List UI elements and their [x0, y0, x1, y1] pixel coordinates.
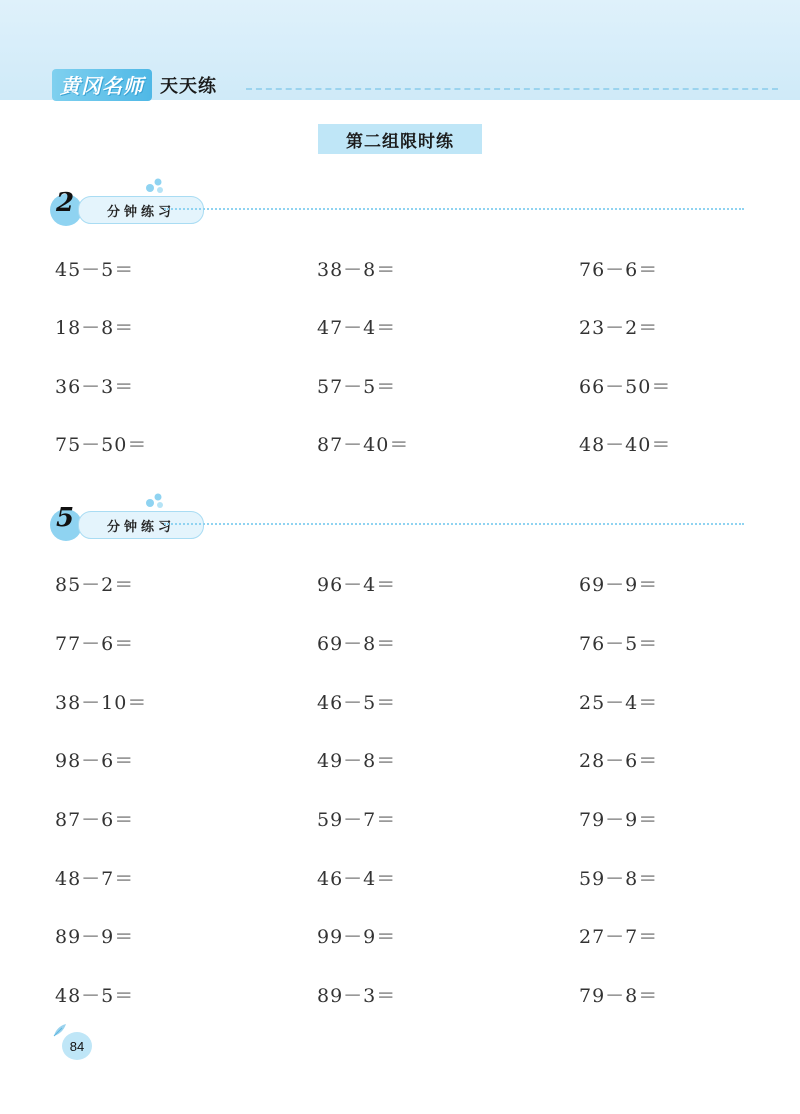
section-dotted-line [164, 523, 744, 525]
problem: 79－8＝ [579, 985, 659, 1007]
problem: 45－5＝ [55, 259, 135, 281]
problem: 49－8＝ [317, 750, 397, 772]
problem: 25－4＝ [579, 692, 659, 714]
problem: 69－8＝ [317, 633, 397, 655]
problem: 79－9＝ [579, 809, 659, 831]
problem: 36－3＝ [55, 376, 135, 398]
problem: 87－6＝ [55, 809, 135, 831]
section-header-5min [50, 503, 750, 543]
problem: 77－6＝ [55, 633, 135, 655]
problem: 27－7＝ [579, 926, 659, 948]
problem: 23－2＝ [579, 317, 659, 339]
problem: 38－10＝ [55, 692, 148, 714]
problem: 46－5＝ [317, 692, 397, 714]
problem: 89－9＝ [55, 926, 135, 948]
problem: 48－5＝ [55, 985, 135, 1007]
section-label: 分钟练习 [78, 511, 204, 539]
water-drops-icon [142, 489, 166, 511]
brand-logo-text: 黄冈名师 [52, 69, 152, 101]
section-label: 分钟练习 [78, 196, 204, 224]
problem: 85－2＝ [55, 574, 135, 596]
problem: 76－5＝ [579, 633, 659, 655]
problem: 66－50＝ [579, 376, 672, 398]
problem: 99－9＝ [317, 926, 397, 948]
problem: 47－4＝ [317, 317, 397, 339]
section-dotted-line [164, 208, 744, 210]
problem: 98－6＝ [55, 750, 135, 772]
problem: 96－4＝ [317, 574, 397, 596]
problem: 69－9＝ [579, 574, 659, 596]
problem: 57－5＝ [317, 376, 397, 398]
problem: 76－6＝ [579, 259, 659, 281]
section-minutes: 2 [56, 188, 75, 218]
brand [52, 70, 217, 100]
problem: 89－3＝ [317, 985, 397, 1007]
section-minutes: 5 [56, 503, 75, 533]
problem: 18－8＝ [55, 317, 135, 339]
problem: 59－8＝ [579, 868, 659, 890]
problem: 75－50＝ [55, 434, 148, 456]
water-drops-icon [142, 174, 166, 196]
section-header-2min [50, 188, 750, 228]
problem: 48－40＝ [579, 434, 672, 456]
problem: 59－7＝ [317, 809, 397, 831]
problem: 28－6＝ [579, 750, 659, 772]
brand-subtitle: 天天练 [160, 76, 217, 97]
header-dashed-line [246, 88, 778, 90]
problem: 38－8＝ [317, 259, 397, 281]
problem: 46－4＝ [317, 868, 397, 890]
page-number: 84 [62, 1032, 92, 1060]
group-title: 第二组限时练 [318, 124, 482, 154]
problem: 87－40＝ [317, 434, 410, 456]
problem: 48－7＝ [55, 868, 135, 890]
